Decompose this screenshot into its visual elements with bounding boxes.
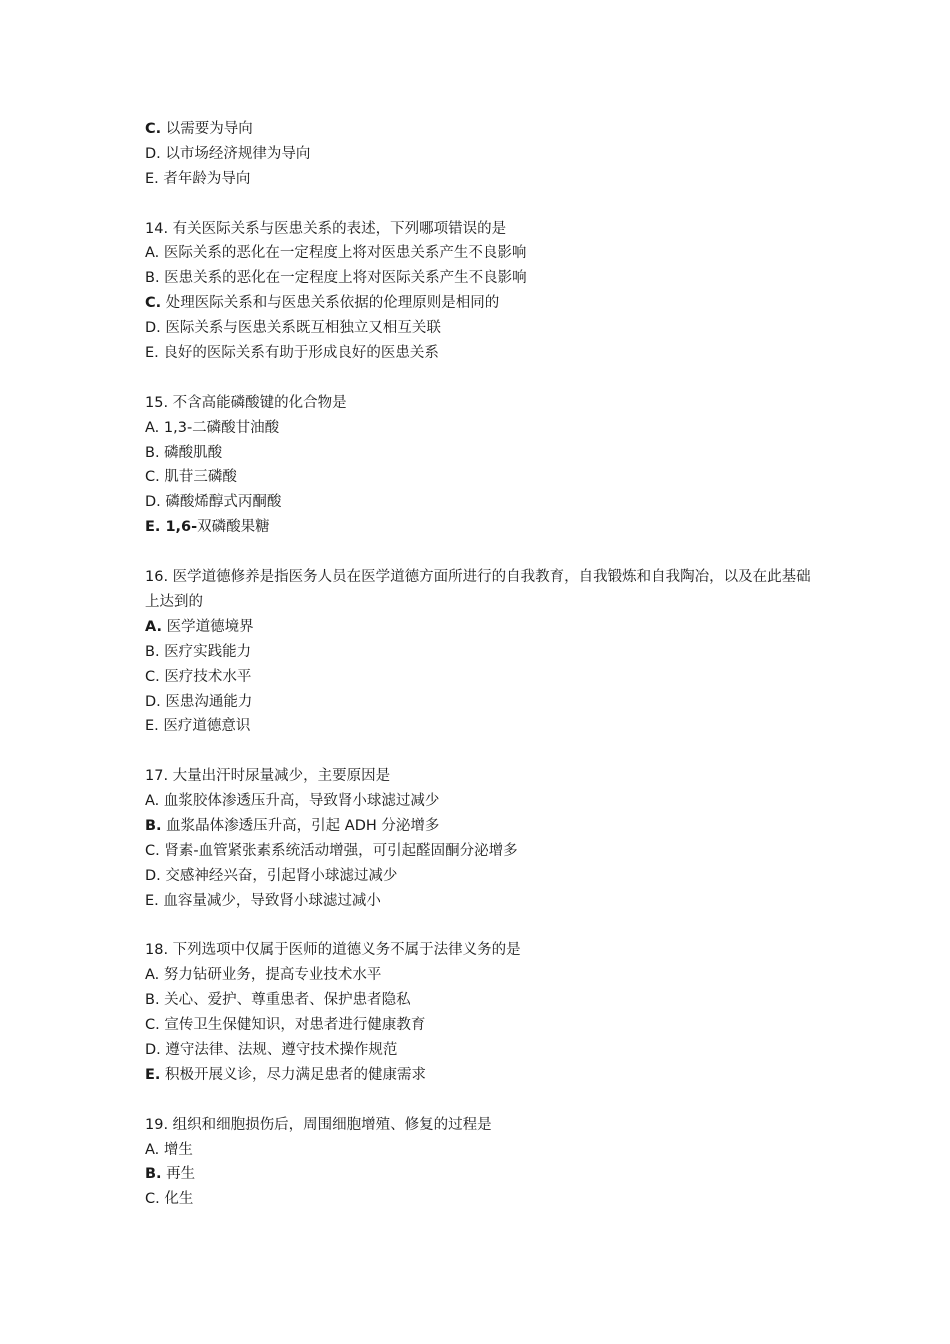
option-e: [145, 515, 825, 540]
option-text: 肌苷三磷酸: [159, 469, 237, 486]
option-label: D.: [145, 494, 161, 511]
option-label: D.: [145, 867, 161, 884]
option-label: C.: [145, 469, 160, 486]
question-block-17: [145, 764, 825, 913]
option-text: 遵守法律、法规、遵守技术操作规范: [160, 1041, 398, 1058]
option-c: [145, 665, 825, 690]
option-text: 血浆晶体渗透压升高，引起 ADH 分泌增多: [161, 817, 440, 834]
option-label: A.: [145, 793, 160, 810]
option-text: 医际关系的恶化在一定程度上将对医患关系产生不良影响: [159, 245, 527, 262]
option-label: A.: [145, 419, 160, 436]
option-label: B.: [145, 817, 162, 834]
option-b: [145, 1162, 825, 1187]
option-b: [145, 441, 825, 466]
option-text: 以需要为导向: [161, 121, 253, 137]
option-label: C.: [145, 121, 162, 137]
option-e: [145, 889, 825, 914]
option-label: A.: [145, 618, 162, 635]
option-label: D.: [145, 693, 161, 710]
option-e: [145, 167, 825, 192]
option-label: C.: [145, 1191, 160, 1208]
option-text: 医疗实践能力: [159, 643, 252, 660]
option-a: [145, 789, 825, 814]
option-text: 肾素-血管紧张素系统活动增强，可引起醛固酮分泌增多: [159, 842, 518, 859]
option-c: [145, 291, 825, 316]
option-label: E.: [145, 892, 159, 909]
question-block-14: [145, 217, 825, 366]
spacer: [145, 540, 825, 565]
option-label: E.: [145, 1066, 161, 1083]
option-label: A.: [145, 1141, 160, 1158]
option-b: [145, 640, 825, 665]
option-label: E.: [145, 718, 159, 735]
option-text: 血浆胶体渗透压升高，导致肾小球滤过减少: [159, 793, 440, 810]
option-b: [145, 266, 825, 291]
option-text: 处理医际关系和与医患关系依据的伦理原则是相同的: [161, 295, 500, 312]
option-label: C.: [145, 668, 160, 685]
option-text: 交感神经兴奋，引起肾小球滤过减少: [160, 867, 398, 884]
option-label: E.: [145, 170, 159, 187]
option-text: 良好的医际关系有助于形成良好的医患关系: [158, 345, 439, 362]
option-a: [145, 416, 825, 441]
option-c: [145, 465, 825, 490]
option-c: [145, 117, 825, 142]
option-label: C.: [145, 842, 160, 859]
option-text: 者年龄为导向: [158, 170, 251, 187]
spacer: [145, 192, 825, 217]
option-label: C.: [145, 295, 162, 312]
option-text: 积极开展义诊，尽力满足患者的健康需求: [160, 1066, 427, 1083]
option-label: A.: [145, 245, 160, 262]
option-d: [145, 142, 825, 167]
question-block-19: [145, 1113, 825, 1213]
option-d: [145, 316, 825, 341]
option-text: 医患关系的恶化在一定程度上将对医际关系产生不良影响: [159, 270, 527, 287]
option-label: D.: [145, 145, 161, 162]
option-label: B.: [145, 444, 160, 461]
question-stem: 18. 下列选项中仅属于医师的道德义务不属于法律义务的是: [145, 942, 521, 959]
document-page: [145, 117, 825, 1212]
question-stem: 17. 大量出汗时尿量减少，主要原因是: [145, 768, 391, 785]
option-text: 磷酸肌酸: [159, 444, 223, 461]
option-d: [145, 490, 825, 515]
option-a: [145, 963, 825, 988]
option-d: [145, 690, 825, 715]
option-a: [145, 1138, 825, 1163]
spacer: [145, 739, 825, 764]
option-e: [145, 1063, 825, 1088]
option-text: 医患沟通能力: [160, 693, 253, 710]
question-block-13-tail: [145, 117, 825, 192]
option-label: E. 1,6-: [145, 519, 198, 536]
option-label: C.: [145, 1017, 160, 1034]
option-text: 宣传卫生保健知识，对患者进行健康教育: [159, 1017, 426, 1034]
question-stem: 14. 有关医际关系与医患关系的表述，下列哪项错误的是: [145, 220, 507, 237]
option-text: 关心、爱护、尊重患者、保护患者隐私: [159, 992, 411, 1009]
option-text: 医学道德境界: [162, 618, 254, 635]
option-text: 血容量减少，导致肾小球滤过减小: [158, 892, 381, 909]
option-d: [145, 1038, 825, 1063]
option-text: 再生: [161, 1166, 196, 1183]
option-text: 医际关系与医患关系既互相独立又相互关联: [160, 320, 441, 337]
option-label: D.: [145, 320, 161, 337]
option-text: 努力钻研业务，提高专业技术水平: [159, 967, 382, 984]
question-stem: 19. 组织和细胞损伤后，周围细胞增殖、修复的过程是: [145, 1116, 492, 1133]
option-label: E.: [145, 345, 159, 362]
option-text: 增生: [159, 1141, 193, 1158]
option-text: 以市场经济规律为导向: [160, 145, 311, 162]
option-e: [145, 714, 825, 739]
option-text: 1,3-二磷酸甘油酸: [159, 419, 280, 436]
question-stem: 15. 不含高能磷酸键的化合物是: [145, 394, 347, 411]
option-label: B.: [145, 1166, 162, 1183]
question-block-18: [145, 938, 825, 1087]
option-b: [145, 988, 825, 1013]
option-b: [145, 814, 825, 839]
question-stem: 16. 医学道德修养是指医务人员在医学道德方面所进行的自我教育，自我锻炼和自我陶冶，以及在此基础上达到的: [145, 569, 811, 610]
option-a: [145, 241, 825, 266]
question-block-16: [145, 565, 825, 739]
option-a: [145, 615, 825, 640]
option-e: [145, 341, 825, 366]
option-label: B.: [145, 992, 160, 1009]
option-text: 医疗技术水平: [159, 668, 252, 685]
spacer: [145, 914, 825, 939]
option-text: 双磷酸果糖: [197, 519, 270, 536]
option-label: D.: [145, 1041, 161, 1058]
option-label: A.: [145, 967, 160, 984]
option-c: [145, 1187, 825, 1212]
option-text: 医疗道德意识: [158, 718, 251, 735]
option-text: 磷酸烯醇式丙酮酸: [160, 494, 282, 511]
spacer: [145, 366, 825, 391]
option-text: 化生: [159, 1191, 194, 1208]
spacer: [145, 1088, 825, 1113]
option-c: [145, 1013, 825, 1038]
option-label: B.: [145, 270, 160, 287]
option-label: B.: [145, 643, 160, 660]
option-c: [145, 839, 825, 864]
question-block-15: [145, 391, 825, 540]
option-d: [145, 864, 825, 889]
